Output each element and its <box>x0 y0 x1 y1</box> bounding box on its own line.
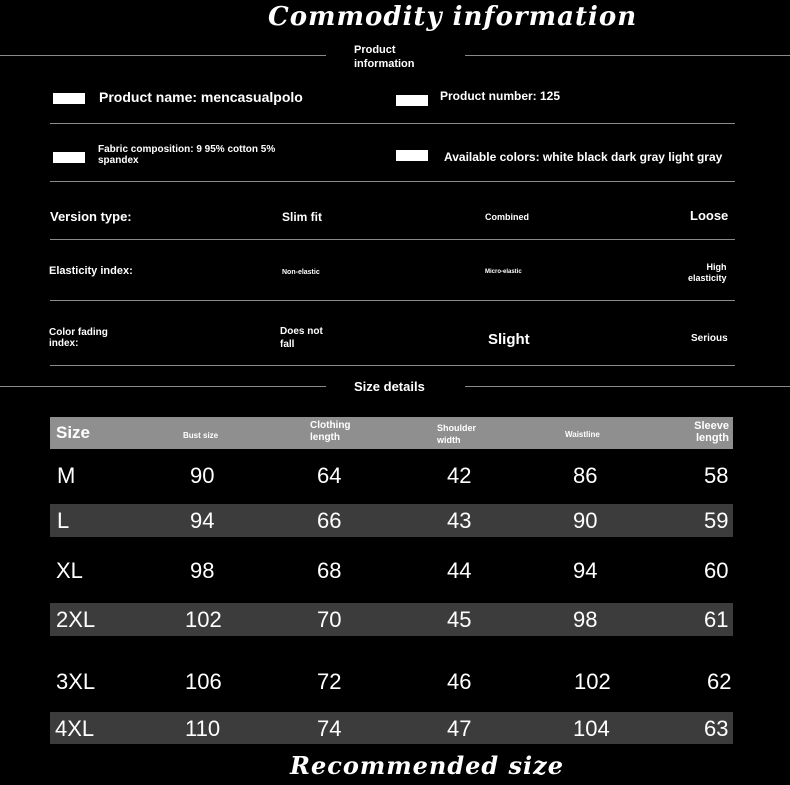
cell-waist: 86 <box>573 463 598 488</box>
fading-option-does-not-fall: Does not fall <box>280 326 323 350</box>
cell-size: XL <box>56 558 83 583</box>
cell-size: 4XL <box>55 716 95 741</box>
size-details-label: Size details <box>354 379 425 394</box>
cell-waist: 98 <box>573 607 598 632</box>
cell-sleeve: 63 <box>704 716 729 741</box>
recommended-size-title: Recommended size <box>290 751 565 780</box>
divider <box>50 365 735 366</box>
cell-shoulder: 44 <box>447 558 472 583</box>
table-row <box>50 553 733 587</box>
divider <box>465 386 790 387</box>
cell-bust: 110 <box>185 716 221 741</box>
table-row <box>50 504 733 537</box>
version-option-combined: Combined <box>485 212 529 222</box>
cell-sleeve: 60 <box>704 558 729 583</box>
divider <box>50 300 735 301</box>
divider <box>50 239 735 240</box>
divider <box>0 55 326 56</box>
page-title: Commodity information <box>268 2 638 32</box>
elasticity-option-high: High elasticity <box>688 262 727 283</box>
elasticity-option-non-elastic: Non-elastic <box>282 269 320 276</box>
cell-bust: 90 <box>190 463 215 488</box>
cell-shoulder: 46 <box>447 669 472 694</box>
cell-length: 64 <box>317 463 342 488</box>
available-colors: Available colors: white black dark gray light gray <box>444 150 723 164</box>
cell-waist: 104 <box>573 716 610 741</box>
table-row <box>50 712 733 744</box>
header-size: Size <box>56 423 91 442</box>
white-swatch-icon <box>53 93 85 104</box>
cell-sleeve: 61 <box>704 607 729 632</box>
white-swatch-icon <box>396 150 428 161</box>
version-option-slim-fit: Slim fit <box>282 210 323 224</box>
cell-shoulder: 47 <box>447 716 472 741</box>
elasticity-option-micro-elastic: Micro-elastic <box>485 269 522 275</box>
cell-waist: 90 <box>573 508 598 533</box>
cell-length: 74 <box>317 716 342 741</box>
cell-sleeve: 62 <box>707 669 732 694</box>
header-bust-size: Bust size <box>183 431 219 440</box>
table-row <box>50 603 733 636</box>
cell-size: 2XL <box>56 607 96 632</box>
color-fading-label: Color fading index: <box>49 327 108 349</box>
elasticity-index-label: Elasticity index: <box>49 265 133 277</box>
cell-bust: 98 <box>190 558 215 583</box>
fading-option-serious: Serious <box>691 333 728 344</box>
version-option-loose: Loose <box>690 208 729 223</box>
divider <box>0 386 326 387</box>
cell-shoulder: 43 <box>447 508 472 533</box>
fabric-composition: Fabric composition: 9 95% cotton 5% spandex <box>98 144 276 166</box>
cell-bust: 102 <box>185 607 222 632</box>
fading-option-slight: Slight <box>488 331 530 348</box>
section-label-product-information: Product information <box>354 44 415 70</box>
cell-waist: 94 <box>573 558 598 583</box>
cell-sleeve: 59 <box>704 508 729 533</box>
divider <box>50 181 735 182</box>
cell-length: 68 <box>317 558 342 583</box>
cell-bust: 106 <box>185 669 222 694</box>
cell-sleeve: 58 <box>704 463 729 488</box>
product-name: Product name: mencasualpolo <box>99 89 303 105</box>
cell-bust: 94 <box>190 508 215 533</box>
size-table-header <box>50 417 733 449</box>
header-waistline: Waistline <box>565 430 600 439</box>
cell-size: M <box>57 463 76 488</box>
divider <box>465 55 790 56</box>
cell-length: 72 <box>317 669 342 694</box>
table-row <box>50 458 733 492</box>
cell-shoulder: 42 <box>447 463 472 488</box>
divider <box>50 123 735 124</box>
cell-waist: 102 <box>574 669 611 694</box>
cell-shoulder: 45 <box>447 607 472 632</box>
cell-length: 70 <box>317 607 342 632</box>
header-shoulder-width: Shoulder width <box>437 423 477 445</box>
cell-length: 66 <box>317 508 342 533</box>
white-swatch-icon <box>53 152 85 163</box>
header-sleeve-length: Sleeve length <box>694 420 729 444</box>
product-number: Product number: 125 <box>440 89 561 103</box>
version-type-label: Version type: <box>50 209 132 224</box>
table-row <box>50 664 733 698</box>
white-swatch-icon <box>396 95 428 106</box>
header-clothing-length: Clothing length <box>310 420 351 443</box>
cell-size: 3XL <box>56 669 96 694</box>
cell-size: L <box>57 508 70 533</box>
